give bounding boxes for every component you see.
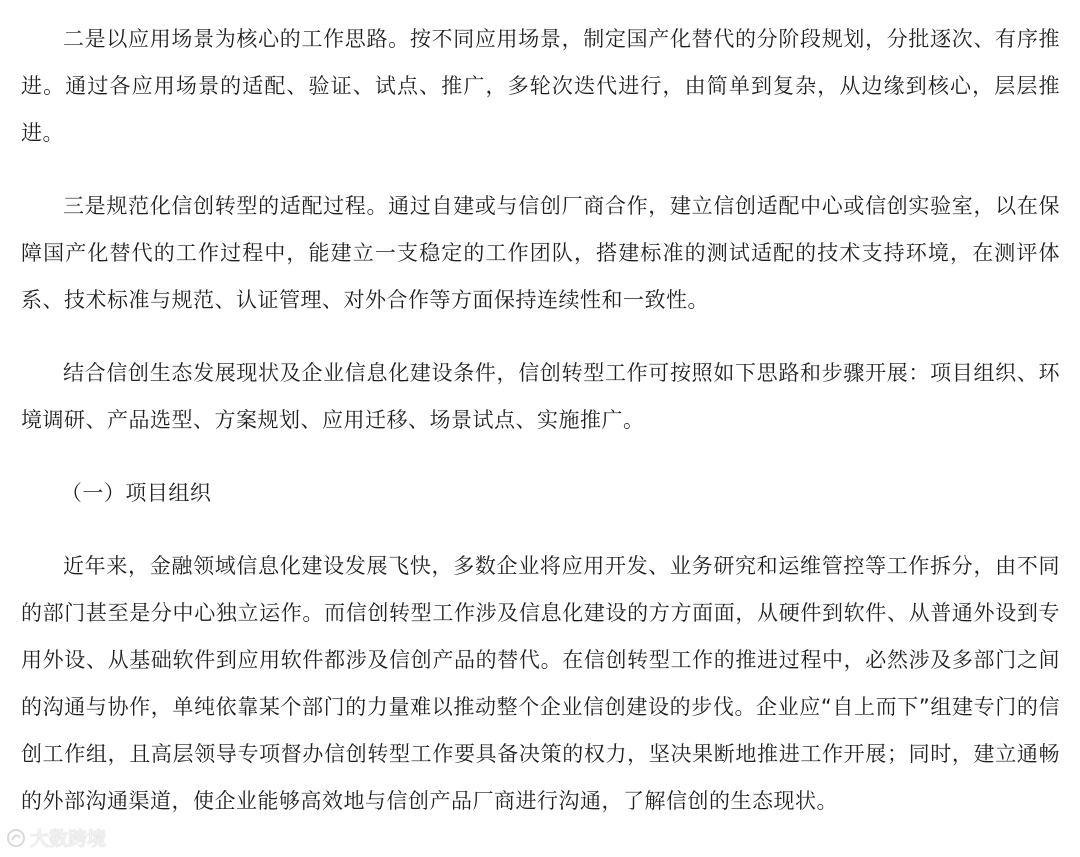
paragraph-gap [21,517,1060,543]
paragraph-gap [21,157,1060,183]
watermark [6,824,106,851]
paragraph-gap [21,444,1060,470]
paragraph-gap [21,324,1060,350]
paragraph-transformation-steps: 结合信创生态发展现状及企业信息化建设条件，信创转型工作可按照如下思路和步骤开展：项目组织、环境调研、产品选型、方案规划、应用迁移、场景试点、实施推广。 [21,361,1060,432]
paragraph-scenario-approach: 二是以应用场景为核心的工作思路。按不同应用场景，制定国产化替代的分阶段规划，分批逐次、有序推进。通过各应用场景的适配、验证、试点、推广，多轮次迭代进行，由简单到复杂，从边缘到核心，层层推进。 [21,27,1060,145]
watermark-text: 大数跨境 [30,828,107,850]
brand-logo-icon [6,828,26,848]
paragraph-project-organization: 近年来，金融领域信息化建设发展飞快，多数企业将应用开发、业务研究和运维管控等工作拆分，由不同的部门甚至是分中心独立运作。而信创转型工作涉及信息化建设的方方面面，从硬件到软件、从普通外设到专用外设、从基础软件到应用软件都涉及信创产品的替代。在信创转型工作的推进过程中，必然涉及多部门之间的沟通与协作，单纯依靠某个部门的力量难以推动整个企业信创建设的步伐。企业应“自上而下”组建专门的信创工作组，且高层领导专项督办信创转型工作要具备决策的权力，坚决果断地推进工作开展；同时，建立通畅的外部沟通渠道，使企业能够高效地与信创产品厂商进行沟通，了解信创的生态现状。 [21,554,1060,813]
paragraph-adaptation-process: 三是规范化信创转型的适配过程。通过自建或与信创厂商合作，建立信创适配中心或信创实验室，以在保障国产化替代的工作过程中，能建立一支稳定的工作团队，搭建标准的测试适配的技术支持环境，在测评体系、技术标准与规范、认证管理、对外合作等方面保持连续性和一致性。 [21,194,1060,312]
section-heading-project-organization: （一）项目组织 [60,481,212,505]
